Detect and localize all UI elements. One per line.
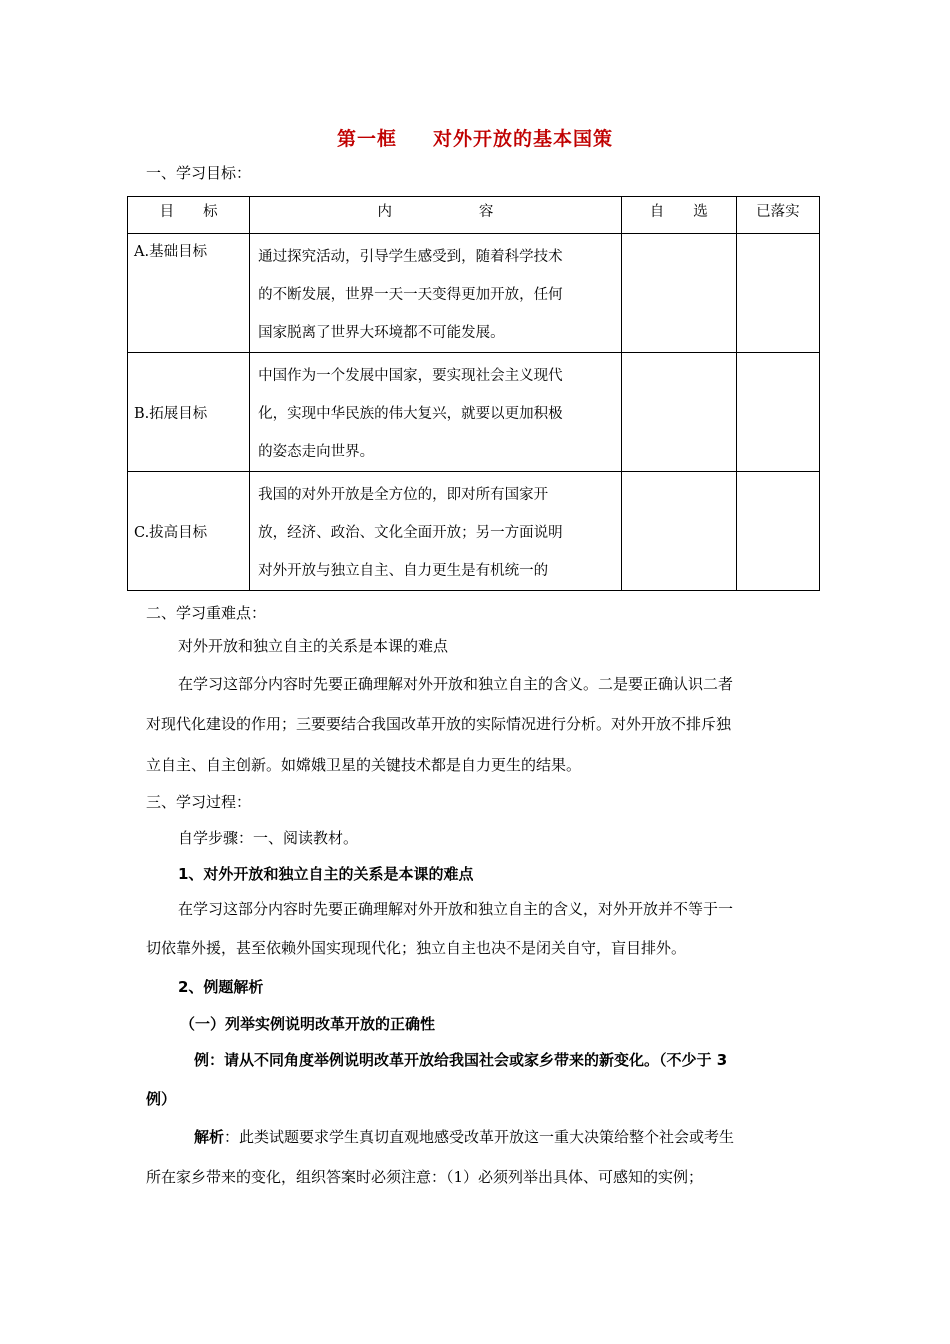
- header-goal: 目 标: [128, 197, 250, 234]
- sub1-title: （一）列举实例说明改革开放的正确性: [180, 1015, 436, 1033]
- done-cell[interactable]: [736, 353, 819, 472]
- analysis-text: ：此类试题要求学生真切直观地感受改革开放这一重大决策给整个社会或考生: [224, 1128, 735, 1146]
- content-line: 中国作为一个发展中国家，要实现社会主义现代: [258, 368, 563, 384]
- optional-cell[interactable]: [621, 353, 736, 472]
- row-label: B.拓展目标: [128, 353, 250, 472]
- analysis-line: [194, 1127, 734, 1147]
- item1-line: 切依靠外援，甚至依赖外国实现现代化；独立自主也决不是闭关自守，盲目排外。: [146, 939, 687, 957]
- content-line: 化，实现中华民族的伟大复兴，就要以更加积极: [258, 406, 563, 422]
- section2-p2-line: 在学习这部分内容时先要正确理解对外开放和独立自主的含义。二是要正确认识二者: [178, 675, 734, 693]
- page-title: [0, 124, 950, 151]
- section3-step: 自学步骤：一、阅读教材。: [178, 829, 359, 847]
- section2-p2-line: 立自主、自主创新。如嫦娥卫星的关键技术都是自力更生的结果。: [146, 756, 582, 774]
- content-line: 的不断发展，世界一天一天变得更加开放，任何: [258, 287, 563, 303]
- row-content: [250, 234, 622, 353]
- section3-heading: 三、学习过程：: [146, 793, 252, 811]
- section2-heading: 二、学习重难点：: [146, 604, 267, 622]
- analysis-label: 解析: [194, 1128, 225, 1146]
- optional-cell[interactable]: [621, 472, 736, 591]
- row-label: A.基础目标: [128, 234, 250, 353]
- content-line: 通过探究活动，引导学生感受到，随着科学技术: [258, 249, 563, 265]
- content-line: 国家脱离了世界大环境都不可能发展。: [258, 325, 505, 341]
- goals-table: [127, 196, 820, 591]
- item1-title: 1、对外开放和独立自主的关系是本课的难点: [178, 865, 474, 883]
- done-cell[interactable]: [736, 472, 819, 591]
- content-line: 对外开放与独立自主、自力更生是有机统一的: [258, 563, 549, 579]
- example-line: 例）: [146, 1090, 177, 1108]
- done-cell[interactable]: [736, 234, 819, 353]
- table-header-row: [128, 197, 820, 234]
- header-optional: 自 选: [621, 197, 736, 234]
- table-row: [128, 234, 820, 353]
- example-line: 例：请从不同角度举例说明改革开放给我国社会或家乡带来的新变化。（不少于 3: [194, 1051, 728, 1069]
- item1-line: 在学习这部分内容时先要正确理解对外开放和独立自主的含义，对外开放并不等于一: [178, 900, 734, 918]
- section1-heading: 一、学习目标：: [146, 164, 252, 182]
- row-label: C.拔高目标: [128, 472, 250, 591]
- row-content: [250, 472, 622, 591]
- analysis-line: 所在家乡带来的变化，组织答案时必须注意：（1）必须列举出具体、可感知的实例；: [146, 1168, 704, 1186]
- content-line: 放，经济、政治、文化全面开放；另一方面说明: [258, 525, 563, 541]
- section2-p2-line: 对现代化建设的作用；三要要结合我国改革开放的实际情况进行分析。对外开放不排斥独: [146, 715, 732, 733]
- header-done: 已落实: [736, 197, 819, 234]
- content-line: 我国的对外开放是全方位的，即对所有国家开: [258, 487, 549, 503]
- title-part2: 对外开放的基本国策: [433, 128, 614, 150]
- item2-title: 2、例题解析: [178, 978, 264, 996]
- header-content: 内 容: [250, 197, 622, 234]
- table-row: [128, 353, 820, 472]
- optional-cell[interactable]: [621, 234, 736, 353]
- section2-p1: 对外开放和独立自主的关系是本课的难点: [178, 637, 449, 655]
- content-line: 的姿态走向世界。: [258, 444, 375, 460]
- row-content: [250, 353, 622, 472]
- title-part1: 第一框: [336, 128, 397, 150]
- table-row: [128, 472, 820, 591]
